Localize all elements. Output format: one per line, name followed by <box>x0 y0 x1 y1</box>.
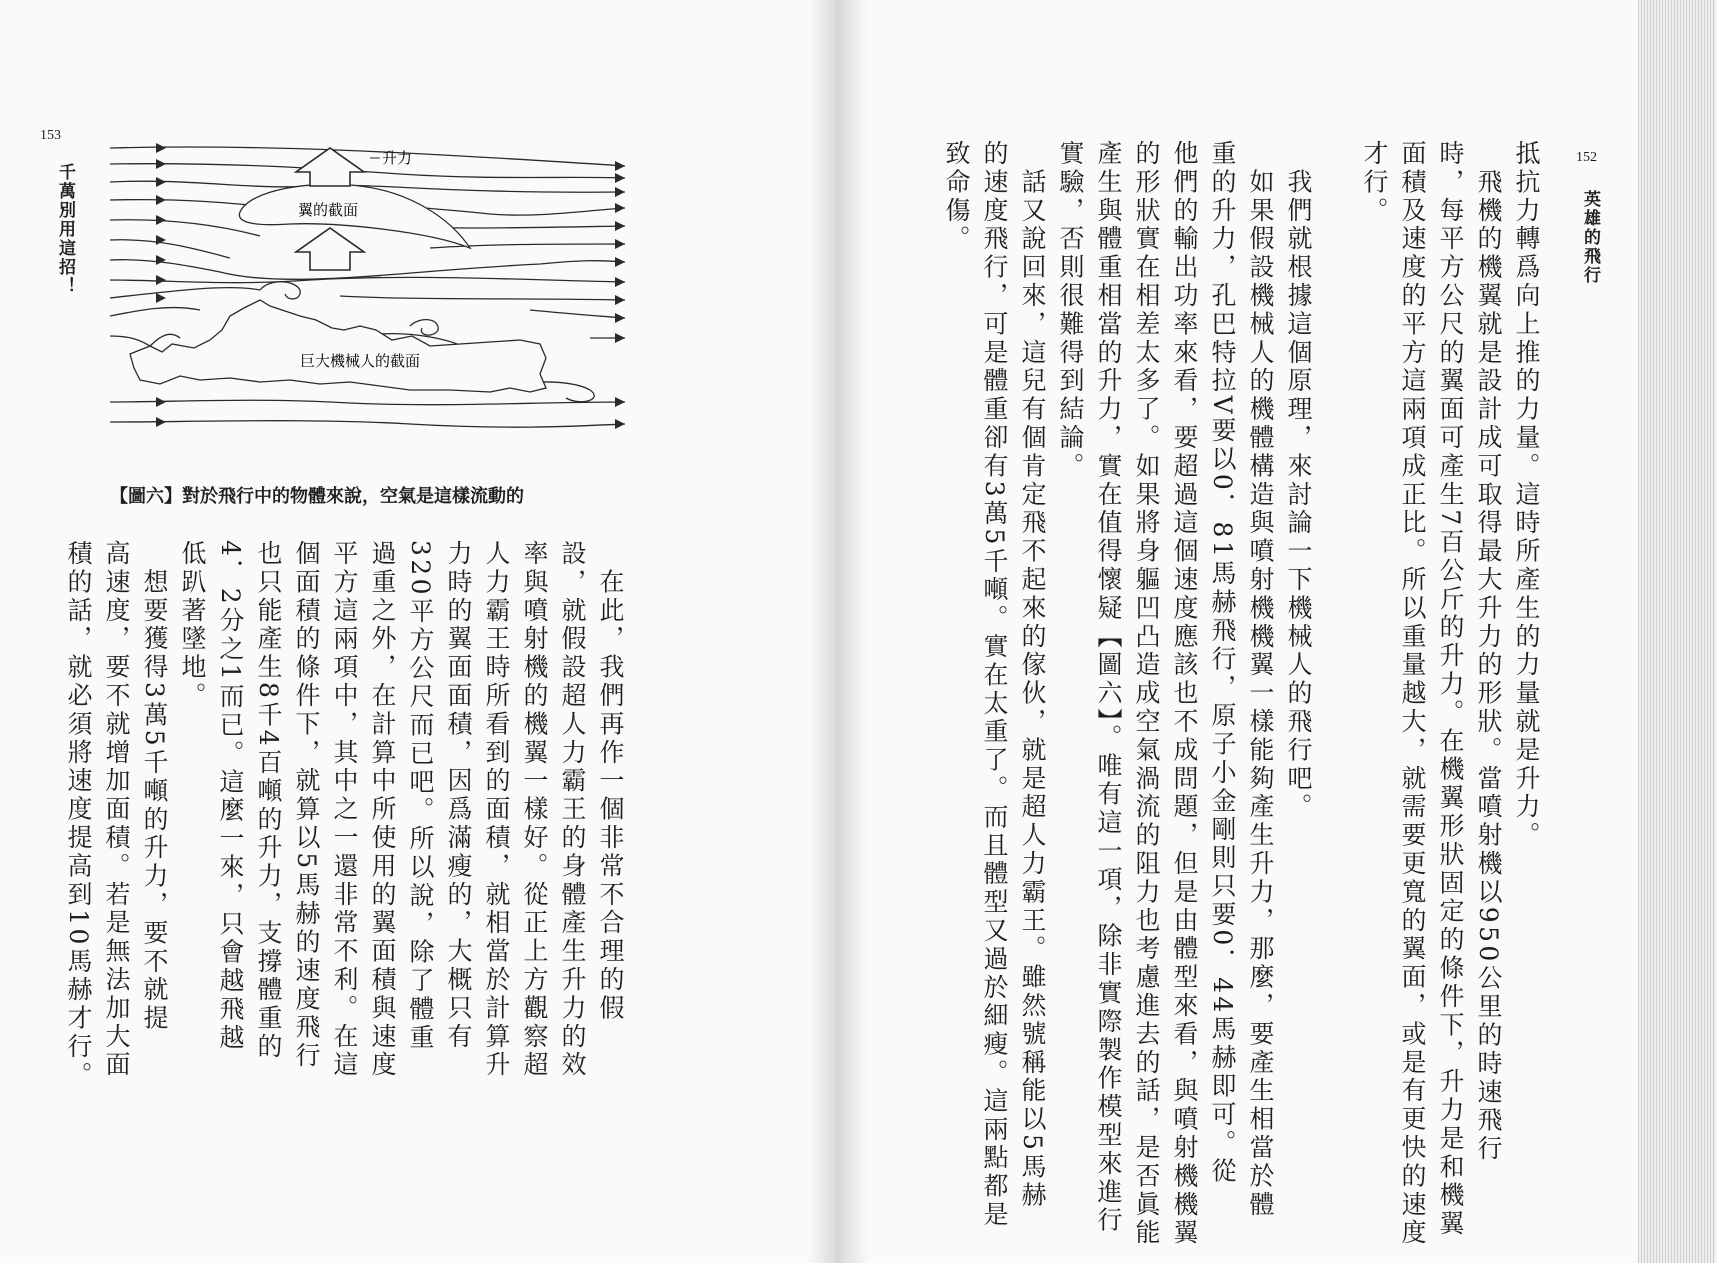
text-column: 的速度飛行，可是體重卻有3萬5千噸。實在太重了。而且體型又過於細瘦。這兩點都是 <box>980 140 1009 1230</box>
text-column: 320平方公尺而已吧。所以說，除了體重 <box>406 540 435 1053</box>
text-column: 在此，我們再作一個非常不合理的假 <box>596 540 625 1023</box>
text-column: 積的話，就必須將速度提高到10馬赫才行。 <box>64 540 93 1090</box>
right-page <box>838 0 1638 1263</box>
text-column: 的形狀實在相差太多了。如果將身軀凹凸造成空氣渦流的阻力也考慮進去的話，是否眞能 <box>1132 140 1161 1248</box>
text-column: 致命傷。 <box>942 140 971 254</box>
text-column: 他們的輸出功率來看，要超過這個速度應該也不成問題，但是由體型來看，與噴射機機翼 <box>1170 140 1199 1248</box>
page-number: 153 <box>40 128 61 143</box>
text-column: 設，就假設超人力霸王的身體產生升力的效 <box>558 540 587 1080</box>
lift-arrow <box>296 228 364 270</box>
text-column: 想要獲得3萬5千噸的升力，要不就提 <box>140 540 169 1034</box>
text-column: 產生與體重相當的升力，實在值得懷疑【圖六】。唯有這一項，除非實際製作模型來進行 <box>1094 140 1123 1236</box>
robot-section-label: 巨大機械人的截面 <box>300 352 421 370</box>
text-column: 面積及速度的平方這兩項成正比。所以重量越大，就需要更寬的翼面，或是有更快的速度 <box>1398 140 1427 1248</box>
text-column: 高速度，要不就增加面積。若是無法加大面 <box>102 540 131 1080</box>
text-column: 力時的翼面面積，因爲滿瘦的，大概只有 <box>444 540 473 1052</box>
left-page <box>0 0 838 1263</box>
text-column: 實驗，否則很難得到結論。 <box>1056 140 1085 481</box>
book-gutter <box>808 0 868 1263</box>
page-edges <box>1638 0 1716 1263</box>
figure-caption: 【圖六】對於飛行中的物體來說，空氣是這樣流動的 <box>110 486 524 507</box>
text-column: 4．2分之1而已。這麼一來，只會越飛越 <box>216 540 245 1053</box>
running-head: 千萬別用這招！ <box>55 163 75 296</box>
lift-arrow <box>296 148 364 186</box>
text-column: 話又說回來，這兒有個肯定飛不起來的傢伙，就是超人力霸王。雖然號稱能以5馬赫 <box>1018 140 1047 1211</box>
lift-label: 升力 <box>382 149 413 167</box>
text-column: 我們就根據這個原理，來討論一下機械人的飛行吧。 <box>1284 140 1313 822</box>
text-column: 時，每平方公尺的翼面可產生7百公斤的升力。在機翼形狀固定的條件下，升力是和機翼 <box>1436 140 1465 1239</box>
wing-section-label: 翼的截面 <box>298 201 359 219</box>
text-column: 過重之外，在計算中所使用的翼面積與速度 <box>368 540 397 1080</box>
text-column: 也只能產生8千4百噸的升力，支撐體重的 <box>254 540 283 1062</box>
text-column: 飛機的機翼就是設計成可取得最大升力的形狀。當噴射機以950公里的時速飛行 <box>1474 140 1503 1164</box>
running-head: 英雄的飛行 <box>1580 190 1600 285</box>
text-column: 重的升力，孔巴特拉V要以0．81馬赫飛行，原子小金剛則只要0．44馬赫即可。從 <box>1208 140 1237 1187</box>
text-column: 平方這兩項中，其中之一還非常不利。在這 <box>330 540 359 1080</box>
text-column: 低趴著墜地。 <box>178 540 207 711</box>
airflow-figure <box>110 140 630 460</box>
text-column: 如果假設機械人的機體構造與噴射機機翼一樣能夠產生升力，那麼，要產生相當於體 <box>1246 140 1275 1220</box>
text-column: 個面積的條件下，就算以5馬赫的速度飛行 <box>292 540 321 1071</box>
page-number: 152 <box>1576 150 1597 165</box>
text-column: 抵抗力轉爲向上推的力量。這時所產生的力量就是升力。 <box>1512 140 1541 850</box>
text-column: 才行。 <box>1360 140 1389 226</box>
text-column: 人力霸王時所看到的面積，就相當於計算升 <box>482 540 511 1080</box>
text-column: 率與噴射機的機翼一樣好。從正上方觀察超 <box>520 540 549 1080</box>
